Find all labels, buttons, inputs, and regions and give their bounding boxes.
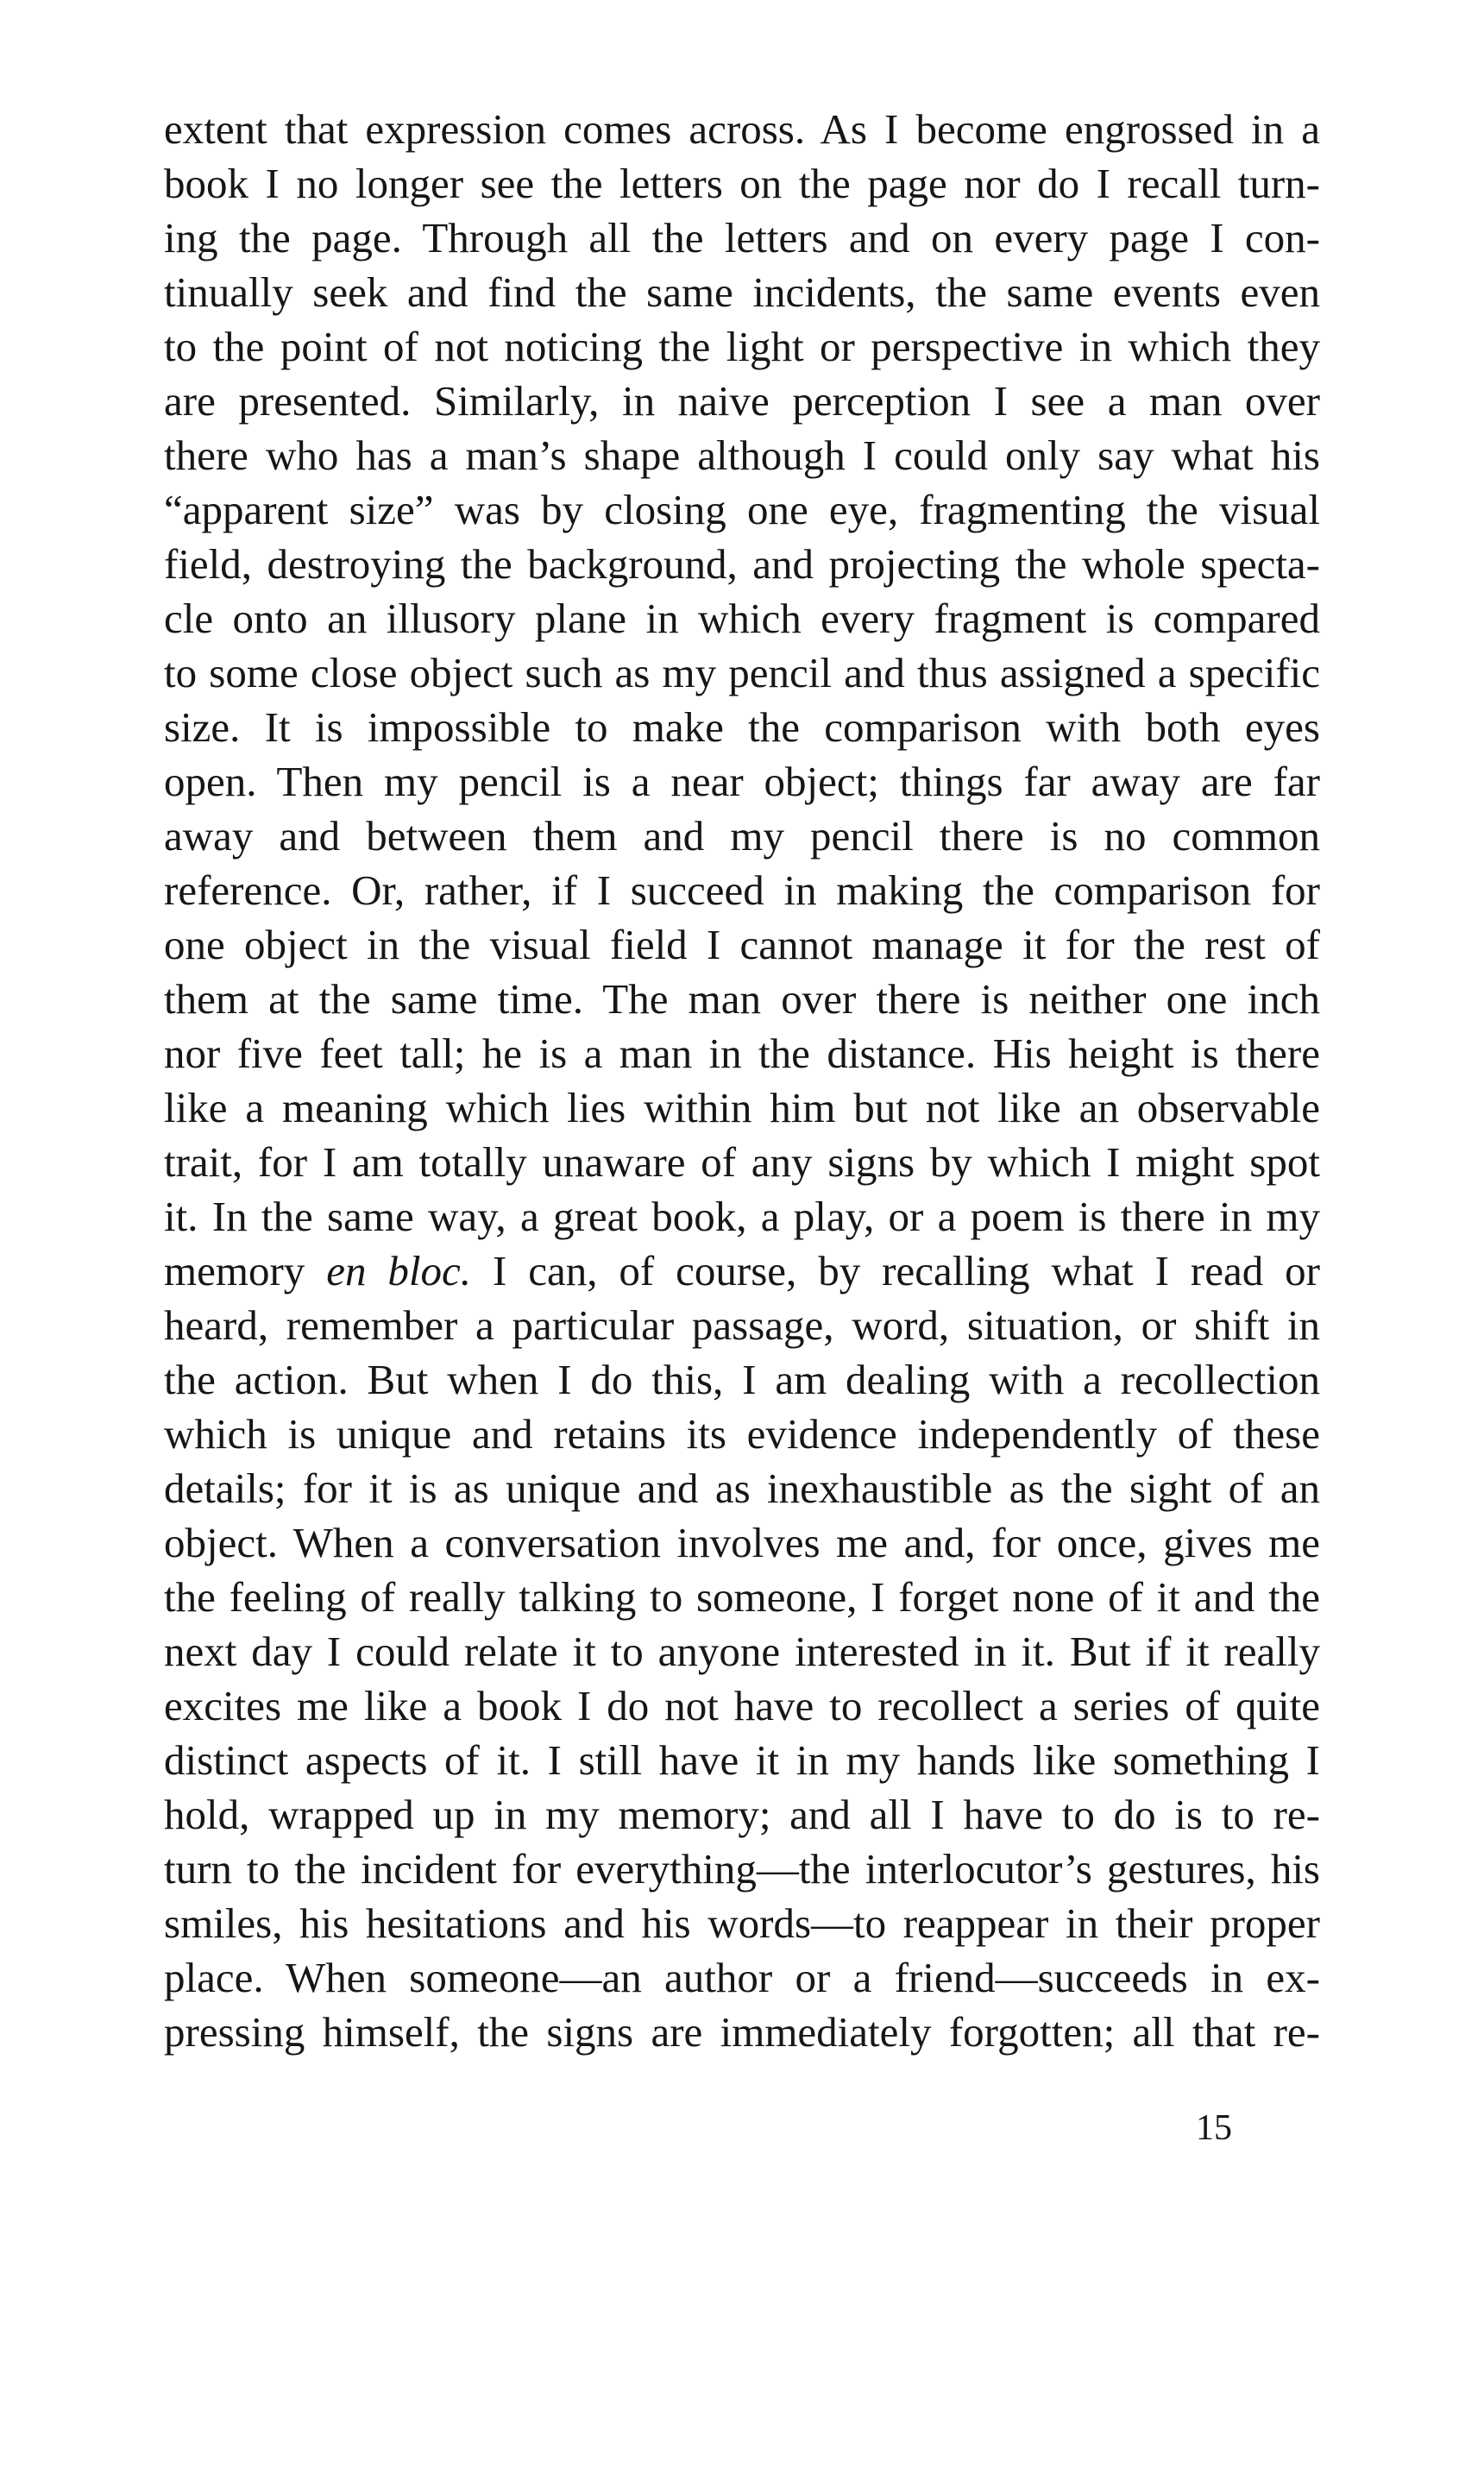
text-line: tinually seek and find the same incidents, the same events even	[164, 268, 1320, 316]
text-line: like a meaning which lies within him but not like an observable	[164, 1084, 1320, 1131]
text-line: ing the page. Through all the letters and on every page I con-	[164, 214, 1320, 261]
text-line: place. When someone—an author or a friend—succeeds in ex-	[164, 1954, 1320, 2001]
text-line: to some close object such as my pencil and thus assigned a specific	[164, 649, 1320, 696]
text-line: it. In the same way, a great book, a play, or a poem is there in my	[164, 1193, 1320, 1240]
text-line: one object in the visual field I cannot manage it for the rest of	[164, 921, 1320, 968]
text-line: size. It is impossible to make the comparison with both eyes	[164, 703, 1320, 751]
text-line: pressing himself, the signs are immediately forgotten; all that re-	[164, 2008, 1320, 2056]
text-line: open. Then my pencil is a near object; things far away are far	[164, 758, 1320, 805]
text-line: them at the same time. The man over there is neither one inch	[164, 975, 1320, 1023]
text-line: the feeling of really talking to someone, I forget none of it and the	[164, 1573, 1320, 1621]
text-line: the action. But when I do this, I am dealing with a recollection	[164, 1356, 1320, 1403]
text-line: nor five feet tall; he is a man in the distance. His height is there	[164, 1030, 1320, 1077]
body-text	[164, 102, 1320, 2059]
text-line: trait, for I am totally unaware of any signs by which I might spot	[164, 1138, 1320, 1186]
text-line: there who has a man’s shape although I could only say what his	[164, 431, 1320, 479]
text-line: details; for it is as unique and as inexhaustible as the sight of an	[164, 1464, 1320, 1512]
text-line: book I no longer see the letters on the page nor do I recall turn-	[164, 160, 1320, 207]
text-line: are presented. Similarly, in naive perception I see a man over	[164, 377, 1320, 425]
italic-phrase: en bloc.	[326, 1247, 472, 1294]
text-line: distinct aspects of it. I still have it in my hands like something I	[164, 1736, 1320, 1784]
text-line: heard, remember a particular passage, word, situation, or shift in	[164, 1301, 1320, 1349]
text-line: away and between them and my pencil there is no common	[164, 812, 1320, 860]
page-number: 15	[1196, 2108, 1232, 2148]
text-line: to the point of not noticing the light or perspective in which they	[164, 323, 1320, 370]
text-line: excites me like a book I do not have to recollect a series of quite	[164, 1682, 1320, 1729]
text-line: hold, wrapped up in my memory; and all I have to do is to re-	[164, 1791, 1320, 1838]
text-line	[164, 1244, 1320, 1298]
text-line: which is unique and retains its evidence independently of these	[164, 1410, 1320, 1458]
text-line: next day I could relate it to anyone interested in it. But if it really	[164, 1628, 1320, 1675]
text-line: object. When a conversation involves me and, for once, gives me	[164, 1519, 1320, 1566]
text-line: “apparent size” was by closing one eye, fragmenting the visual	[164, 486, 1320, 533]
text-line: field, destroying the background, and projecting the whole specta-	[164, 540, 1320, 588]
text-line-segment: memory	[164, 1247, 327, 1294]
text-line: reference. Or, rather, if I succeed in making the comparison for	[164, 866, 1320, 914]
text-line: smiles, his hesitations and his words—to reappear in their proper	[164, 1899, 1320, 1947]
text-line: turn to the incident for everything—the interlocutor’s gestures, his	[164, 1845, 1320, 1893]
text-line: cle onto an illusory plane in which every fragment is compared	[164, 595, 1320, 642]
text-line: extent that expression comes across. As I become engrossed in a	[164, 105, 1320, 153]
text-line-segment: I can, of course, by recalling what I read or	[471, 1247, 1320, 1294]
